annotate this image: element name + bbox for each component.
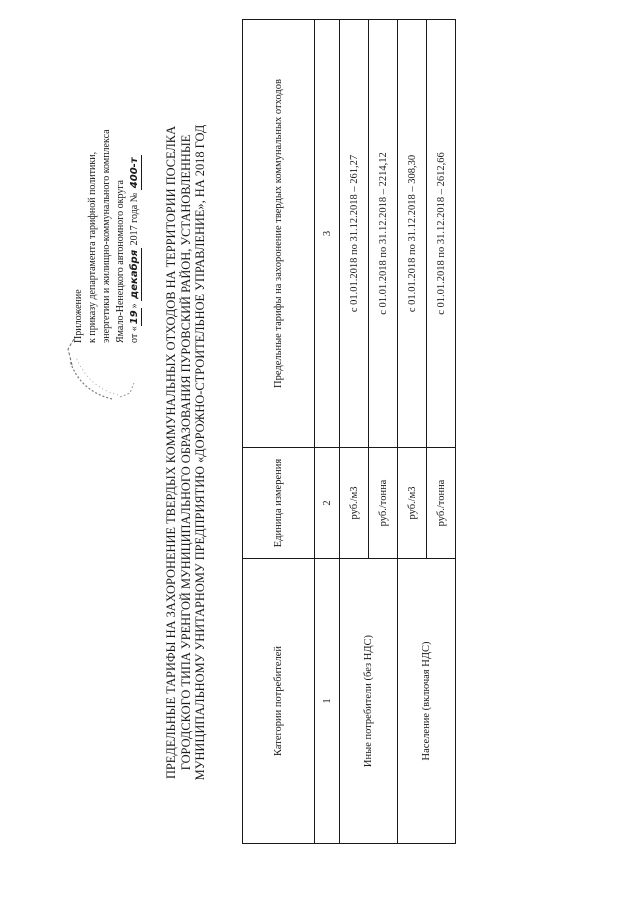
unit-cell: руб./м3 bbox=[340, 448, 369, 559]
column-number: 3 bbox=[315, 20, 340, 448]
title-line-3: МУНИЦИПАЛЬНОМУ УНИТАРНОМУ ПРЕДПРИЯТИЮ «ДОРОЖНО-СТРОИТЕЛЬНОЕ УПРАВЛЕНИЕ», НА 2018 ГОД bbox=[193, 124, 207, 781]
header-row bbox=[243, 20, 315, 844]
column-number: 2 bbox=[315, 448, 340, 559]
header-unit: Единица измерения bbox=[243, 448, 315, 559]
order-number: 400-т bbox=[129, 157, 140, 189]
column-number: 1 bbox=[315, 559, 340, 844]
category-cell: Иные потребители (без НДС) bbox=[340, 559, 398, 844]
appendix-title: Приложение bbox=[73, 289, 84, 343]
tariff-cell: с 01.01.2018 по 31.12.2018 – 261,27 bbox=[340, 20, 369, 448]
date-month: декабря bbox=[129, 249, 140, 299]
header-category: Категории потребителей bbox=[243, 559, 315, 844]
appendix-line-2: энергетики и жилищно-коммунального комплекса bbox=[101, 129, 112, 343]
date-year: 2017 года № bbox=[129, 192, 140, 246]
column-number-row bbox=[315, 20, 340, 844]
unit-cell: руб./тонна bbox=[369, 448, 398, 559]
tariff-cell: с 01.01.2018 по 31.12.2018 – 308,30 bbox=[398, 20, 427, 448]
date-prefix: от « bbox=[129, 326, 140, 343]
date-day: 19 bbox=[129, 310, 140, 325]
table-row bbox=[398, 20, 427, 844]
header-tariff: Предельные тарифы на захоронение твердых коммунальных отходов bbox=[243, 20, 315, 448]
title-line-1: ПРЕДЕЛЬНЫЕ ТАРИФЫ НА ЗАХОРОНЕНИЕ ТВЕРДЫХ КОММУНАЛЬНЫХ ОТХОДОВ НА ТЕРРИТОРИИ ПОСЕЛКА bbox=[164, 125, 178, 780]
category-cell: Население (включая НДС) bbox=[398, 559, 456, 844]
date-mid: » bbox=[129, 303, 140, 309]
appendix-line-3: Ямало-Ненецкого автономного округа bbox=[115, 180, 126, 343]
title-line-2: ГОРОДСКОГО ТИПА УРЕНГОЙ МУНИЦИПАЛЬНОГО ОБРАЗОВАНИЯ ПУРОВСКИЙ РАЙОН, УСТАНОВЛЕННЫЕ bbox=[178, 134, 193, 771]
tariff-table bbox=[242, 19, 456, 844]
unit-cell: руб./тонна bbox=[427, 448, 456, 559]
unit-cell: руб./м3 bbox=[398, 448, 427, 559]
appendix-line-1: к приказу департамента тарифной политики, bbox=[87, 151, 98, 343]
appendix-date-line bbox=[128, 23, 142, 343]
tariff-cell: с 01.01.2018 по 31.12.2018 – 2214,12 bbox=[369, 20, 398, 448]
table-row bbox=[340, 20, 369, 844]
tariff-cell: с 01.01.2018 по 31.12.2018 – 2612,66 bbox=[427, 20, 456, 448]
document-title bbox=[164, 6, 208, 899]
appendix-block bbox=[72, 23, 142, 343]
